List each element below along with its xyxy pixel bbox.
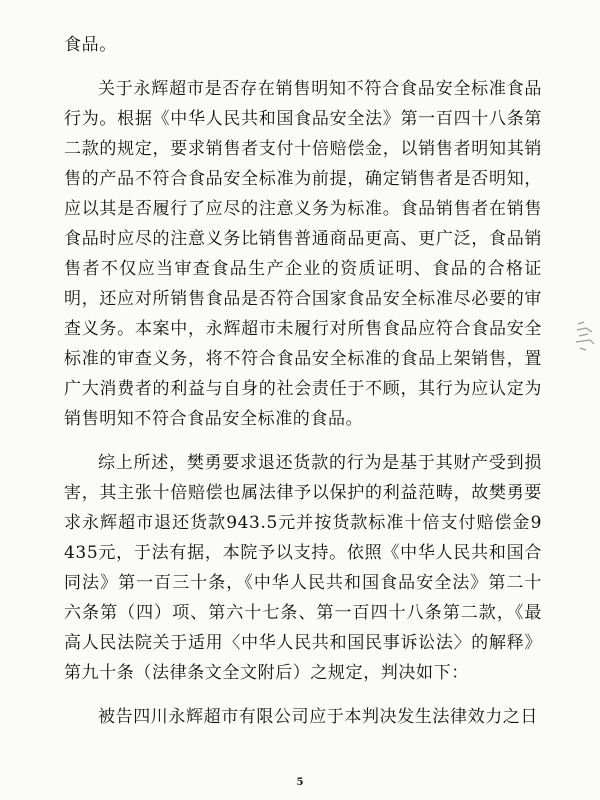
paragraph-conclusion: 综上所述，樊勇要求退还货款的行为是基于其财产受到损害，其主张十倍赔偿也属法律予以保护的利益范畴，故樊勇要求永辉超市退还货款943.5元并按货款标准十倍支付赔偿金9 435元，于法有据，本院予以支持。依照《中华人民共和国合同法》第一百三十条，《中华人民共和国食品安全法》第二十六条第（四）项、第六十七条、第一百四十八条第二款，《最高人民法院关于适用〈中华人民共和国民事诉讼法〉的解释》第九十条（法律条文全文附后）之规定，判决如下： <box>64 453 542 683</box>
paragraph-continuation: 食品。 <box>64 35 117 55</box>
edge-seal-mark-icon <box>574 318 596 354</box>
paragraph-gap <box>64 60 542 74</box>
paragraph-judgment-start: 被告四川永辉超市有限公司应于本判决发生法律效力之日 <box>98 707 538 727</box>
paragraph-knowledge-analysis: 关于永辉超市是否存在销售明知不符合食品安全标准食品行为。根据《中华人民共和国食品安全法》第一百四十八条第二款的规定，要求销售者支付十倍赔偿金，以销售者明知其销售的产品不符合食品安全标准为前提，确定销售者是否明知，应以其是否履行了应尽的注意义务为标准。食品销售者在销售食品时应尽的注意义务比销售普通商品更高、更广泛，食品销售者不仅应当审查食品生产企业的资质证明、食品的合格证明，还应对所销售食品是否符合国家食品安全标准尽必要的审查义务。本案中，永辉超市未履行对所售食品应符合食品安全标准的审查义务，将不符合食品安全标准的食品上架销售，置广大消费者的利益与自身的社会责任于不顾，其行为应认定为销售明知不符合食品安全标准的食品。 <box>64 79 542 429</box>
paragraph-gap <box>64 688 542 702</box>
document-body <box>64 30 542 732</box>
paragraph-gap <box>64 434 542 448</box>
page-number: 5 <box>296 777 304 788</box>
